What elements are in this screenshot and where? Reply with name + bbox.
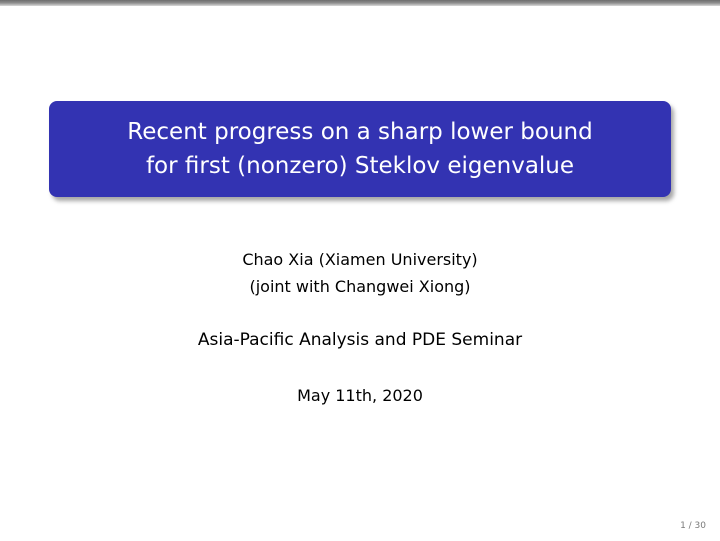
- title-box: [49, 101, 671, 197]
- top-rule: [0, 0, 720, 6]
- title-line-1: Recent progress on a sharp lower bound: [127, 119, 593, 145]
- page-number: 1 / 30: [680, 521, 706, 531]
- coauthor: (joint with Changwei Xiong): [249, 277, 471, 296]
- seminar: Asia-Pacific Analysis and PDE Seminar: [197, 330, 523, 350]
- author: Chao Xia (Xiamen University): [242, 250, 478, 269]
- date: May 11th, 2020: [297, 386, 423, 405]
- title-line-2: for first (nonzero) Steklov eigenvalue: [145, 153, 575, 179]
